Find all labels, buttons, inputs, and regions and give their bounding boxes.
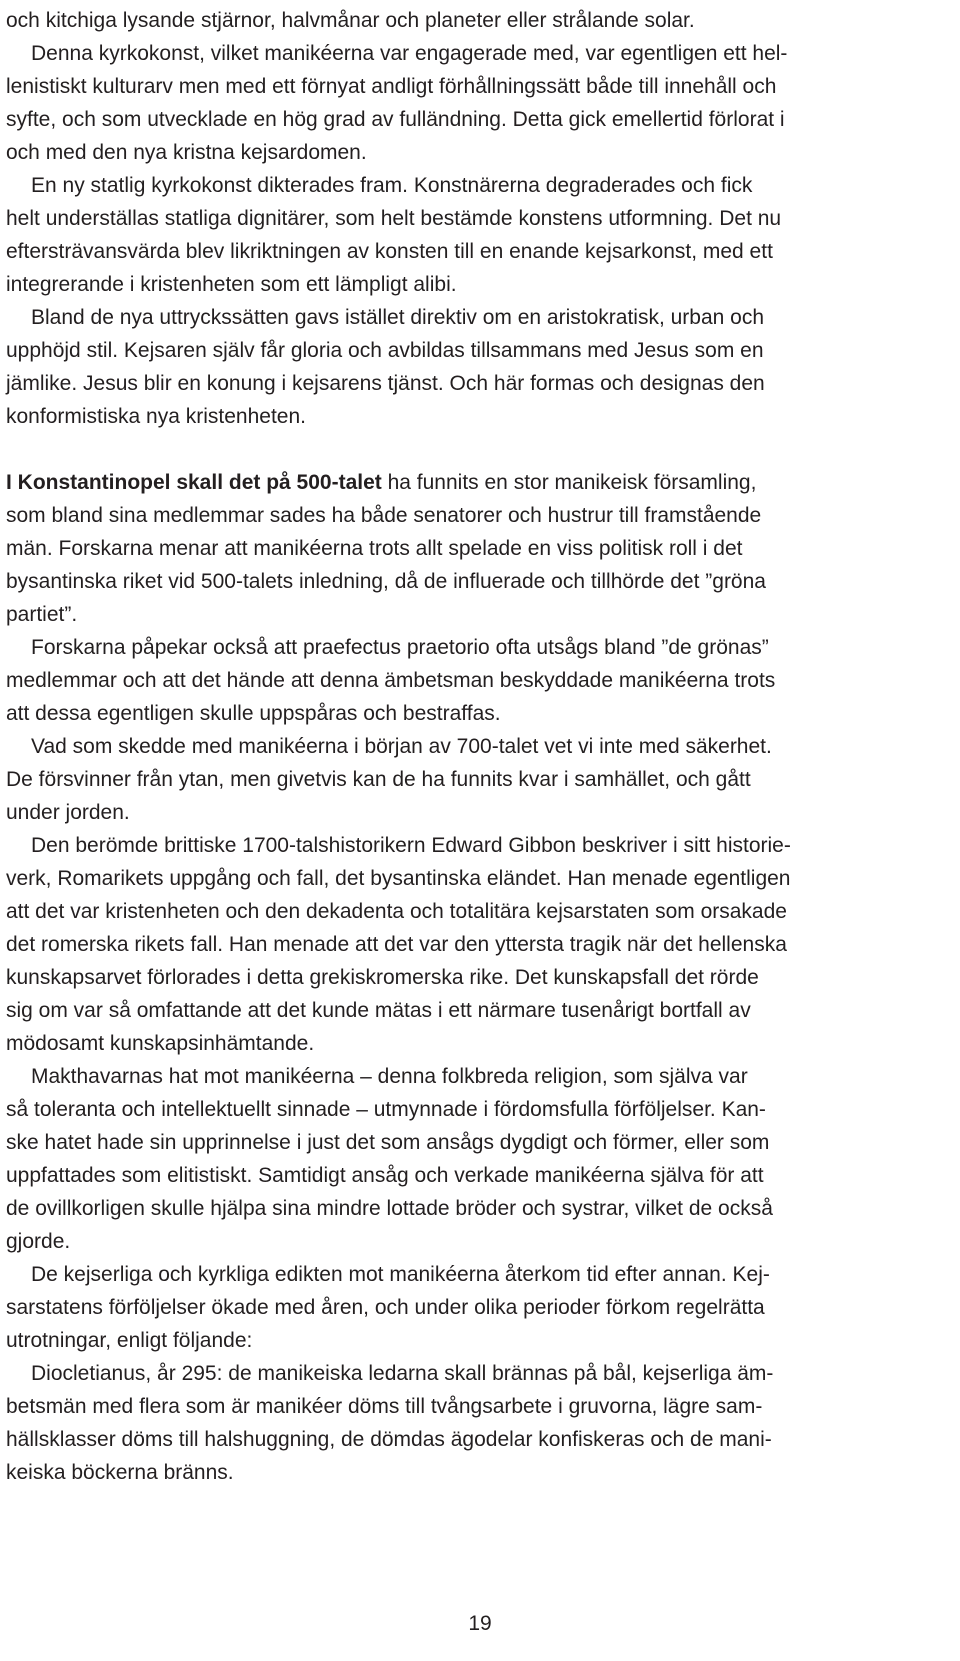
- text-line: sig om var så omfattande att det kunde mätas i ett närmare tusenårigt bortfall av: [6, 999, 751, 1022]
- text-line: jämlike. Jesus blir en konung i kejsarens tjänst. Och här formas och designas den: [6, 372, 765, 395]
- text-line: [6, 466, 924, 499]
- text-line: mödosamt kunskapsinhämtande.: [6, 1032, 315, 1055]
- text-line: partiet”.: [6, 603, 78, 626]
- text-line: under jorden.: [6, 801, 130, 824]
- text-line: keiska böckerna bränns.: [6, 1461, 234, 1484]
- text-line: De kejserliga och kyrkliga edikten mot manikéerna återkom tid efter annan. Kej-: [31, 1263, 770, 1286]
- text-line: kunskapsarvet förlorades i detta grekiskromerska rike. Det kunskapsfall det rörde: [6, 966, 759, 989]
- lead-line-rest: ha funnits en stor manikeisk församling,: [381, 471, 757, 494]
- text-line: och kitchiga lysande stjärnor, halvmånar och planeter eller strålande solar.: [6, 9, 695, 32]
- paragraph-gap: [6, 433, 924, 466]
- text-line: Vad som skedde med manikéerna i början av 700-talet vet vi inte med säkerhet.: [31, 735, 772, 758]
- text-line: som bland sina medlemmar sades ha både senatorer och hustrur till framstående: [6, 504, 762, 527]
- text-line: De försvinner från ytan, men givetvis kan de ha funnits kvar i samhället, och gått: [6, 768, 751, 791]
- text-line: att det var kristenheten och den dekadenta och totalitära kejsarstaten som orsakade: [6, 900, 787, 923]
- text-line: det romerska rikets fall. Han menade att det var den yttersta tragik när det hellenska: [6, 933, 787, 956]
- text-line: konformistiska nya kristenheten.: [6, 405, 306, 428]
- text-line: gjorde.: [6, 1230, 71, 1253]
- text-line: män. Forskarna menar att manikéerna trots allt spelade en viss politisk roll i det: [6, 537, 743, 560]
- text-line: uppfattades som elitistiskt. Samtidigt ansåg och verkade manikéerna själva för att: [6, 1164, 764, 1187]
- text-line: utrotningar, enligt följande:: [6, 1329, 253, 1352]
- text-line: hällsklasser döms till halshuggning, de dömdas ägodelar konfiskeras och de mani-: [6, 1428, 772, 1451]
- text-line: så toleranta och intellektuellt sinnade – utmynnade i fördomsfulla förföljelser. Kan-: [6, 1098, 766, 1121]
- text-line: syfte, och som utvecklade en hög grad av fulländning. Detta gick emellertid förlorat i: [6, 108, 785, 131]
- text-line: Diocletianus, år 295: de manikeiska ledarna skall brännas på bål, kejserliga äm-: [31, 1362, 774, 1385]
- text-line: Den berömde brittiske 1700-talshistorikern Edward Gibbon beskriver i sitt historie-: [31, 834, 791, 857]
- text-line: ske hatet hade sin upprinnelse i just det som ansågs dygdigt och förmer, eller som: [6, 1131, 770, 1154]
- text-line: eftersträvansvärda blev likriktningen av konsten till en enande kejsarkonst, med ett: [6, 240, 773, 263]
- text-line: Makthavarnas hat mot manikéerna – denna folkbreda religion, som själva var: [31, 1065, 748, 1088]
- text-line: de ovillkorligen skulle hjälpa sina mindre lottade bröder och systrar, vilket de också: [6, 1197, 773, 1220]
- bold-lead-text: I Konstantinopel skall det på 500-talet: [6, 471, 382, 494]
- text-line: integrerande i kristenheten som ett lämpligt alibi.: [6, 273, 457, 296]
- text-line: och med den nya kristna kejsardomen.: [6, 141, 367, 164]
- text-line: upphöjd stil. Kejsaren själv får gloria och avbildas tillsammans med Jesus som en: [6, 339, 764, 362]
- text-line: Denna kyrkokonst, vilket manikéerna var engagerade med, var egentligen ett hel-: [31, 42, 788, 65]
- text-line: helt underställas statliga dignitärer, som helt bestämde konstens utformning. Det nu: [6, 207, 782, 230]
- text-line: bysantinska riket vid 500-talets inledning, då de influerade och tillhörde det ”gröna: [6, 570, 766, 593]
- text-line: lenistiskt kulturarv men med ett förnyat andligt förhållningssätt både till innehåll och: [6, 75, 777, 98]
- text-line: betsmän med flera som är manikéer döms till tvångsarbete i gruvorna, lägre sam-: [6, 1395, 763, 1418]
- text-line: verk, Romarikets uppgång och fall, det bysantinska eländet. Han menade egentligen: [6, 867, 791, 890]
- text-line: Bland de nya uttryckssätten gavs istället direktiv om en aristokratisk, urban och: [31, 306, 765, 329]
- text-line: sarstatens förföljelser ökade med åren, och under olika perioder förkom regelrätta: [6, 1296, 765, 1319]
- document-page: [6, 4, 924, 1489]
- text-line: En ny statlig kyrkokonst dikterades fram. Konstnärerna degraderades och fick: [31, 174, 753, 197]
- text-line: att dessa egentligen skulle uppspåras och bestraffas.: [6, 702, 501, 725]
- text-line: medlemmar och att det hände att denna ämbetsman beskyddade manikéerna trots: [6, 669, 776, 692]
- page-number: 19: [468, 1612, 492, 1635]
- text-line: Forskarna påpekar också att praefectus praetorio ofta utsågs bland ”de grönas”: [31, 636, 769, 659]
